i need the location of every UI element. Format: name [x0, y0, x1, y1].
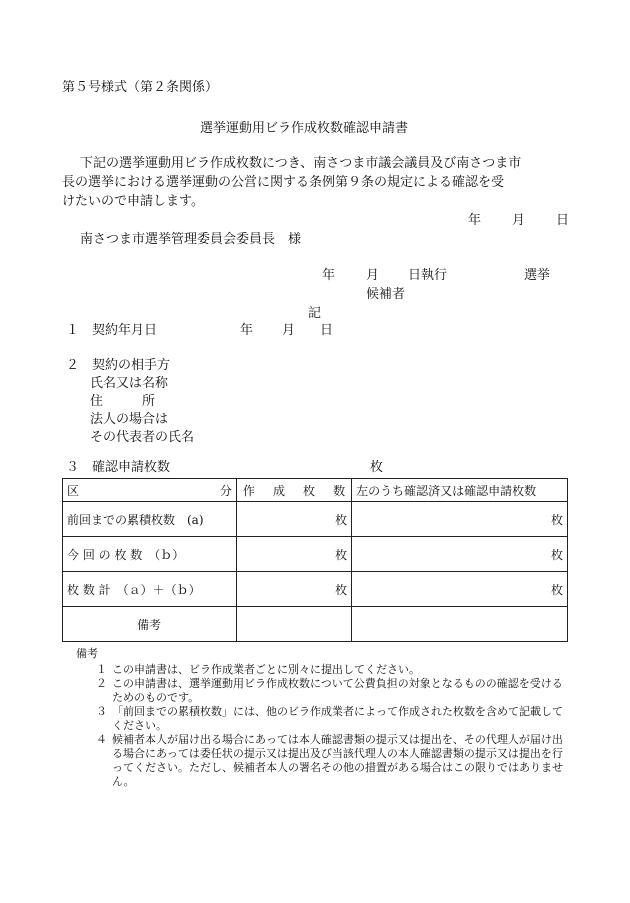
notes-header: 備考 [76, 647, 98, 660]
row-previous-confirmed-cell[interactable]: 枚 [352, 502, 568, 537]
count-table-header [63, 479, 568, 502]
date-year: 年 [468, 213, 482, 228]
intro-line-1: 下記の選挙運動用ビラ作成枚数につき、南さつま市議会議員及び南さつま市 [80, 156, 522, 171]
table-row [63, 537, 568, 572]
row-remarks-produced-cell[interactable] [236, 607, 351, 642]
header-category-right: 分 [219, 483, 232, 498]
row-current-count-label: 今 回 の 枚 数 （ｂ） [63, 537, 237, 572]
row-current-produced-cell[interactable]: 枚 [236, 537, 351, 572]
date-day: 日 [556, 213, 570, 228]
contract-year: 年 [240, 323, 254, 338]
list-item [96, 705, 570, 733]
header-produced-count [236, 479, 351, 502]
election-type: 選挙 [524, 268, 551, 283]
header-produced-char-4: 数 [333, 483, 346, 498]
notes-list [96, 663, 570, 789]
header-confirmed-count: 左のうち確認済又は確認申請枚数 [352, 479, 568, 502]
row-total-label: 枚 数 計 （ａ）＋（ｂ） [63, 572, 237, 607]
note-number: １ [96, 663, 107, 676]
header-category [63, 479, 237, 502]
row-remarks-confirmed-cell[interactable] [352, 607, 568, 642]
confirmation-count-unit: 枚 [370, 460, 384, 475]
list-item [96, 677, 570, 705]
corporation-note-label: 法人の場合は [90, 412, 169, 427]
note-text: 候補者本人が届け出る場合にあっては本人確認書類の提示又は提出を、その代理人が届け出る場合にあっては委任状の提示又は提出及び当該代理人の本人確認書類の提示又は提出を行ってください。ただし、候補者本人の署名その他の措置がある場合はこの限りではありません。 [112, 733, 563, 788]
election-month: 月 [366, 268, 380, 283]
representative-name-label: その代表者の氏名 [90, 430, 195, 445]
list-item [96, 733, 570, 789]
party-address-label: 住 所 [90, 394, 156, 409]
header-produced-char-2: 成 [272, 483, 285, 498]
note-number: ３ [96, 705, 107, 718]
election-day-exec: 日執行 [408, 268, 448, 283]
count-table [62, 478, 568, 642]
candidate-label: 候補者 [366, 287, 406, 302]
note-number: ４ [96, 733, 107, 746]
row-previous-cumulative-label: 前回までの累積枚数 (a) [63, 502, 237, 537]
table-row [63, 572, 568, 607]
contract-month: 月 [282, 323, 296, 338]
form-number: 第５号様式（第２条関係） [62, 80, 219, 95]
intro-line-3: けたいので申請します。 [62, 194, 204, 209]
note-text: この申請書は、ビラ作成業者ごとに別々に提出してください。 [112, 663, 420, 676]
document-title: 選挙運動用ビラ作成枚数確認申請書 [200, 121, 409, 136]
contract-day: 日 [320, 323, 334, 338]
row-total-produced-cell[interactable]: 枚 [236, 572, 351, 607]
row-total-confirmed-cell[interactable]: 枚 [352, 572, 568, 607]
note-text: 「前回までの累積枚数」には、他のビラ作成業者によって作成された枚数を含めて記載してください。 [112, 705, 563, 732]
header-category-left: 区 [67, 483, 80, 498]
header-produced-char-3: 枚 [303, 483, 316, 498]
contract-date-label: １ 契約年月日 [66, 323, 158, 338]
row-remarks-label: 備考 [63, 607, 237, 642]
note-number: ２ [96, 677, 107, 690]
intro-line-2: 長の選挙における選挙運動の公営に関する条例第９条の規定による確認を受 [62, 175, 505, 190]
header-produced-char-1: 作 [242, 483, 255, 498]
contract-party-label: ２ 契約の相手方 [66, 358, 171, 373]
addressee: 南さつま市選挙管理委員会委員長 様 [80, 232, 302, 247]
confirmation-count-label: ３ 確認申請枚数 [66, 460, 171, 475]
date-month: 月 [512, 213, 526, 228]
row-current-confirmed-cell[interactable]: 枚 [352, 537, 568, 572]
list-item [96, 663, 570, 677]
election-year: 年 [322, 268, 336, 283]
table-row [63, 502, 568, 537]
party-name-label: 氏名又は名称 [90, 376, 169, 391]
note-text: この申請書は、選挙運動用ビラ作成枚数について公費負担の対象となるものの確認を受けるためのものです。 [112, 677, 563, 704]
ki-heading: 記 [308, 306, 322, 321]
table-row [63, 607, 568, 642]
row-previous-produced-cell[interactable]: 枚 [236, 502, 351, 537]
